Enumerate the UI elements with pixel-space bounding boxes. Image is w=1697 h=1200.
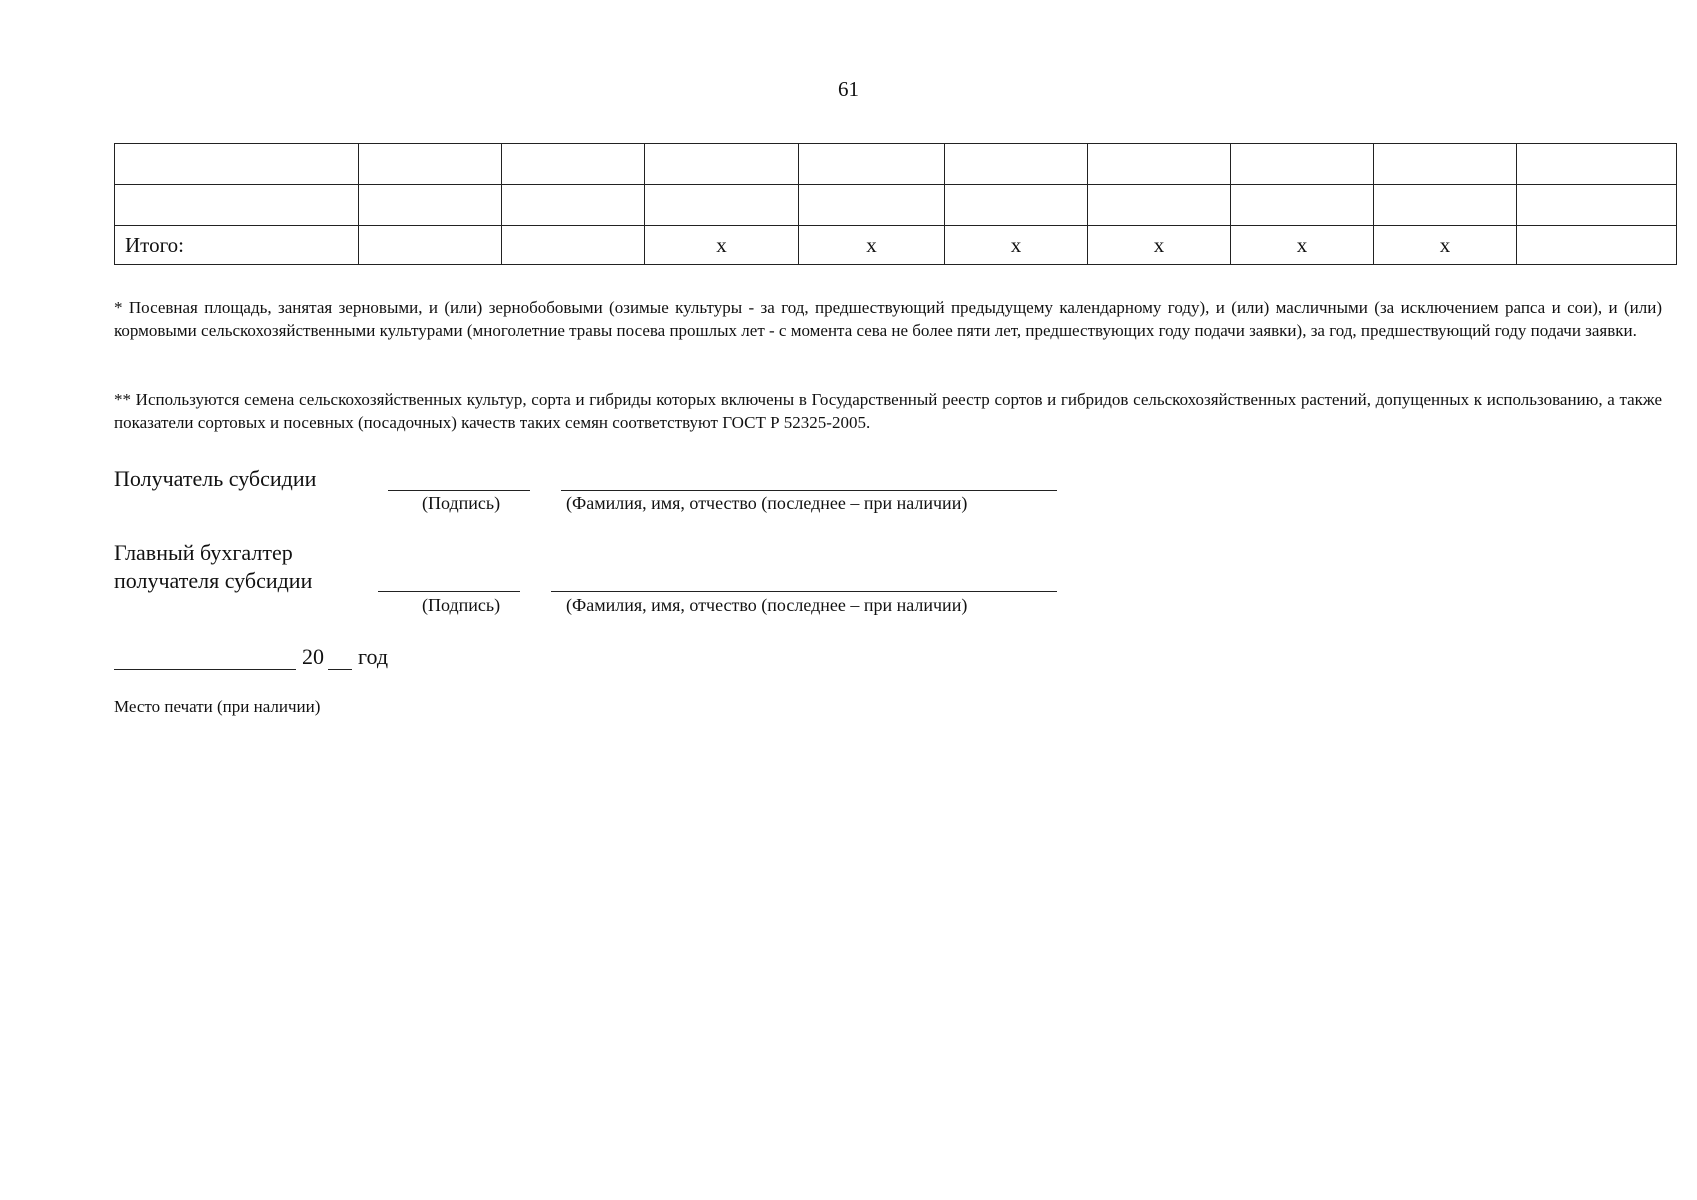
accountant-label-line2: получателя субсидии [114,568,313,593]
table-cell [359,185,502,226]
total-cell: x [645,226,799,265]
table-cell [502,185,645,226]
total-cell: x [1231,226,1374,265]
total-cell: x [945,226,1088,265]
recipient-name-line[interactable] [561,490,1057,491]
footnote-sown-area: * Посевная площадь, занятая зерновыми, и (или) зернобобовыми (озимые культуры - за год, предшествующий предыдущему календарному году), и (или) масличными (за исключением рапса и сои), и (или) кормовыми сельскохозяйственными культурами (многолетние травы посева прошлых лет - с момента сева не более пяти лет, предшествующих году подачи заявки), за год, предшествующий году подачи заявки. [114,298,1662,340]
table-cell [115,144,359,185]
accountant-signature-line[interactable] [378,591,520,592]
table-cell [645,185,799,226]
accountant-name-line[interactable] [551,591,1057,592]
total-cell: x [1374,226,1517,265]
summary-table [114,143,1677,265]
accountant-name-caption: (Фамилия, имя, отчество (последнее – при наличии) [566,595,968,615]
table-cell [799,144,945,185]
table-cell [1374,144,1517,185]
table-cell [645,144,799,185]
table-cell [1088,144,1231,185]
table-cell [1517,185,1677,226]
table-cell [502,144,645,185]
total-cell [502,226,645,265]
total-label: Итого: [115,226,359,265]
table-cell [799,185,945,226]
total-cell: x [799,226,945,265]
table-cell [1231,144,1374,185]
table-cell [359,144,502,185]
table-cell [1231,185,1374,226]
total-cell [359,226,502,265]
recipient-signature-caption: (Подпись) [422,493,501,513]
recipient-label: Получатель субсидии [114,466,317,491]
table-cell [945,185,1088,226]
table-row [115,185,1677,226]
stamp-place: Место печати (при наличии) [114,697,321,716]
total-cell [1517,226,1677,265]
date-year-suffix: год [358,644,389,669]
recipient-signature-line[interactable] [388,490,530,491]
table-cell [945,144,1088,185]
accountant-label-line1: Главный бухгалтер [114,540,293,565]
recipient-name-caption: (Фамилия, имя, отчество (последнее – при наличии) [566,493,968,513]
table-cell [115,185,359,226]
page-number: 61 [838,77,859,101]
table-row [115,144,1677,185]
total-cell: x [1088,226,1231,265]
accountant-signature-caption: (Подпись) [422,595,501,615]
table-total-row [115,226,1677,265]
table-cell [1374,185,1517,226]
year-line[interactable] [328,669,352,670]
date-year-prefix: 20 [302,644,324,669]
footnote-seeds: ** Используются семена сельскохозяйственных культур, сорта и гибриды которых включены в Государственный реестр сортов и гибридов сельскохозяйственных растений, допущенных к использованию, а также показатели сортовых и посевных (посадочных) качеств таких семян соответствуют ГОСТ Р 52325-2005. [114,390,1662,432]
date-line[interactable] [114,669,296,670]
table-cell [1517,144,1677,185]
table-cell [1088,185,1231,226]
